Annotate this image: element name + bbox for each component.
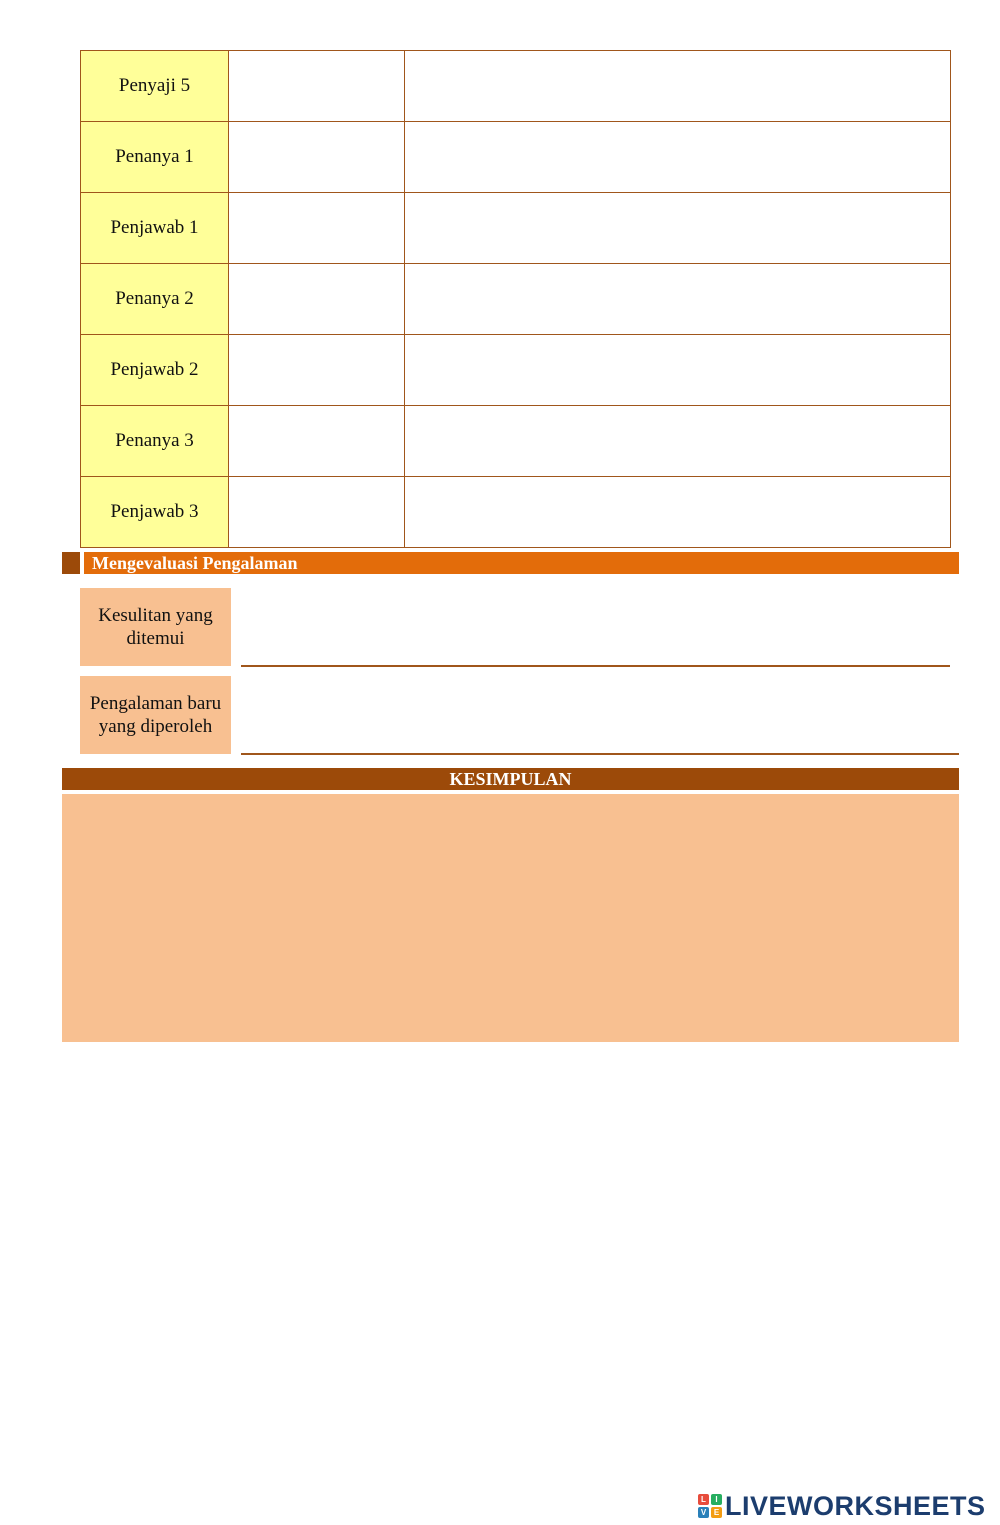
name-cell[interactable] — [229, 264, 405, 335]
table-row — [81, 51, 951, 122]
content-input[interactable] — [405, 335, 950, 405]
content-cell[interactable] — [405, 406, 951, 477]
difficulty-label — [80, 588, 231, 666]
logo-text: LIVEWORKSHEETS — [725, 1490, 986, 1521]
content-cell[interactable] — [405, 335, 951, 406]
name-input[interactable] — [229, 193, 404, 263]
content-cell[interactable] — [405, 477, 951, 548]
role-cell: Penjawab 1 — [81, 193, 229, 264]
role-cell: Penanya 2 — [81, 264, 229, 335]
content-cell[interactable] — [405, 264, 951, 335]
name-cell[interactable] — [229, 122, 405, 193]
difficulty-input[interactable] — [241, 588, 950, 665]
content-input[interactable] — [405, 477, 950, 547]
new-experience-label — [80, 676, 231, 754]
logo-letter: I — [711, 1494, 722, 1505]
table-row — [81, 335, 951, 406]
name-cell[interactable] — [229, 51, 405, 122]
section-marker — [62, 552, 80, 574]
liveworksheets-grid-icon — [698, 1494, 722, 1518]
content-cell[interactable] — [405, 193, 951, 264]
content-cell[interactable] — [405, 122, 951, 193]
name-input[interactable] — [229, 335, 404, 405]
new-experience-label-text: Pengalaman baru yang diperoleh — [89, 693, 222, 737]
table-row — [81, 477, 951, 548]
logo-letter: V — [698, 1507, 709, 1518]
content-cell[interactable] — [405, 51, 951, 122]
table-row — [81, 193, 951, 264]
role-cell: Penanya 3 — [81, 406, 229, 477]
content-input[interactable] — [405, 122, 950, 192]
name-cell[interactable] — [229, 406, 405, 477]
conclusion-heading: KESIMPULAN — [62, 768, 959, 790]
name-input[interactable] — [229, 51, 404, 121]
evaluation-heading: Mengevaluasi Pengalaman — [84, 552, 959, 574]
content-input[interactable] — [405, 406, 950, 476]
content-input[interactable] — [405, 51, 950, 121]
discussion-table — [80, 50, 951, 548]
content-input[interactable] — [405, 193, 950, 263]
logo-letter: L — [698, 1494, 709, 1505]
name-cell[interactable] — [229, 335, 405, 406]
name-input[interactable] — [229, 406, 404, 476]
difficulty-label-text: Kesulitan yang ditemui — [98, 605, 213, 649]
table-row — [81, 406, 951, 477]
name-cell[interactable] — [229, 193, 405, 264]
new-experience-input[interactable] — [241, 676, 959, 753]
name-input[interactable] — [229, 477, 404, 547]
logo-letter: E — [711, 1507, 722, 1518]
name-input[interactable] — [229, 122, 404, 192]
table-row — [81, 264, 951, 335]
content-input[interactable] — [405, 264, 950, 334]
conclusion-textarea[interactable] — [62, 794, 959, 1042]
role-cell: Penyaji 5 — [81, 51, 229, 122]
new-experience-answer-line — [241, 676, 959, 755]
name-input[interactable] — [229, 264, 404, 334]
table-row — [81, 122, 951, 193]
role-cell: Penjawab 2 — [81, 335, 229, 406]
liveworksheets-logo — [698, 1491, 986, 1521]
name-cell[interactable] — [229, 477, 405, 548]
role-cell: Penjawab 3 — [81, 477, 229, 548]
role-cell: Penanya 1 — [81, 122, 229, 193]
difficulty-answer-line — [241, 588, 950, 667]
